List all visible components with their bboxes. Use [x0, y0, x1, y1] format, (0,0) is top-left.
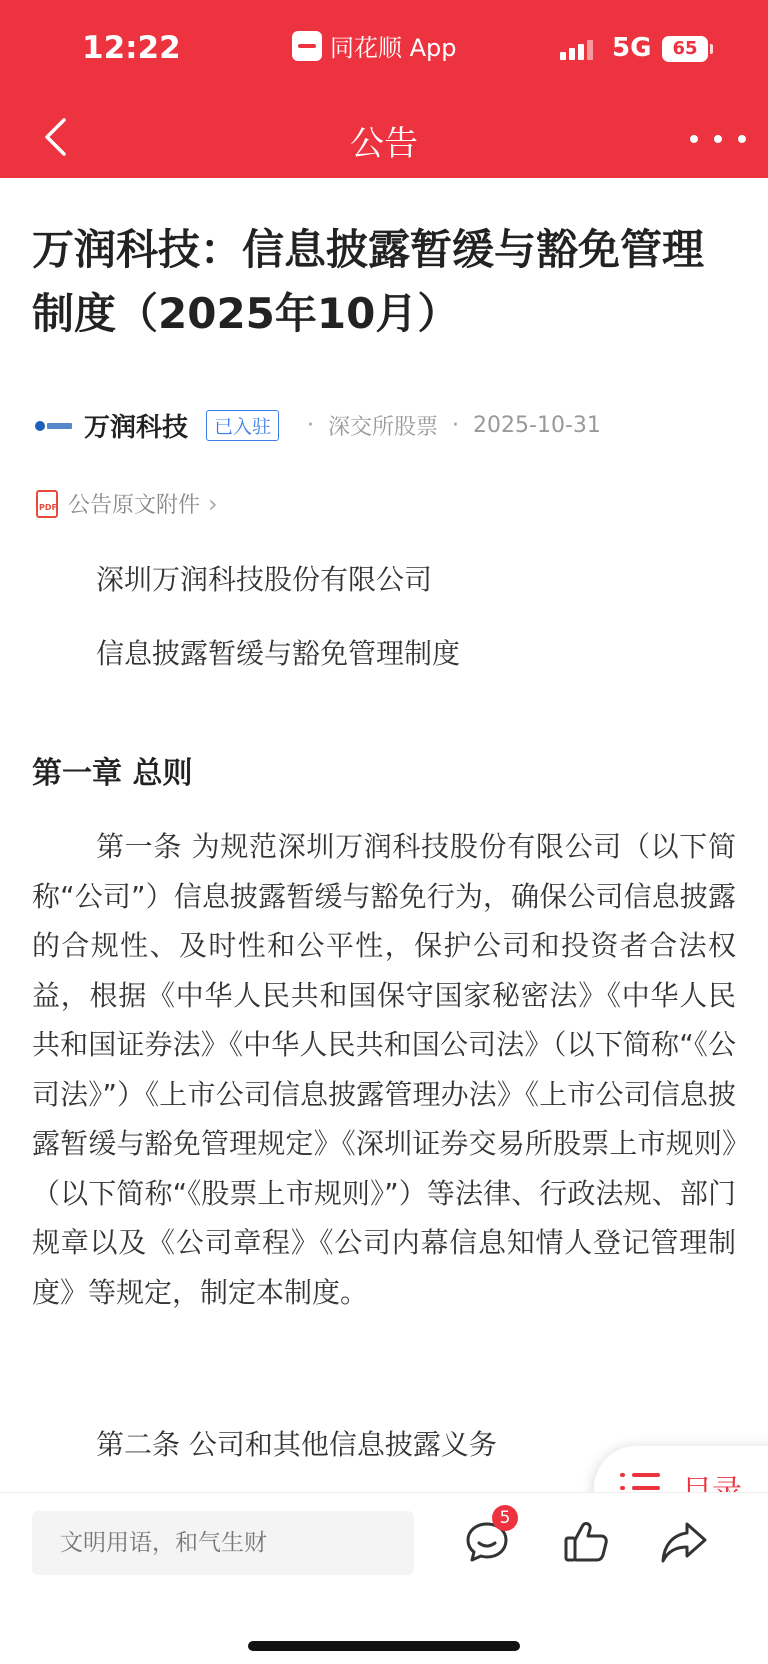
bottom-bar — [0, 1492, 768, 1664]
nav-bar — [0, 100, 768, 178]
separator-dot: · — [307, 413, 315, 438]
separator-dot: · — [452, 413, 460, 438]
return-to-app-indicator[interactable] — [292, 28, 457, 63]
attachment-label: 公告原文附件 — [68, 493, 201, 518]
signal-icon — [560, 40, 593, 60]
status-bar — [0, 0, 768, 100]
page-title: 公告 — [350, 124, 418, 164]
article-date: 2025-10-31 — [473, 413, 601, 438]
article-paragraph: 第一条 为规范深圳万润科技股份有限公司（以下简称“公司”）信息披露暂缓与豁免行为，确保公司信息披露的合规性、及时性和公平性，保护公司和投资者合法权益，根据《中华人民共和国保守国家秘密法》《中华人民共和国证券法》《中华人民共和国公司法》（以下简称“《公司法》”）《上市公司信息披露管理办法》《上市公司信息披露暂缓与豁免管理规定》《深圳证券交易所股票上市规则》（以下简称“《股票上市规则》”）等法律、行政法规、部门规章以及《公司章程》《公司内幕信息知情人登记管理制度》等规定，制定本制度。 — [32, 830, 736, 1309]
app-logo-icon — [292, 31, 322, 61]
thumbs-up-icon — [562, 1519, 610, 1565]
status-time: 12:22 — [82, 30, 181, 66]
comment-input[interactable]: 文明用语，和气生财 — [32, 1511, 414, 1575]
pdf-icon: PDF — [36, 490, 58, 518]
more-dots-icon — [690, 135, 698, 143]
document-title: 信息披露暂缓与豁免管理制度 — [96, 637, 461, 670]
company-line: 深圳万润科技股份有限公司 — [96, 563, 433, 596]
company-name[interactable]: 万润科技 — [84, 413, 189, 443]
more-button[interactable] — [690, 114, 746, 164]
comment-count-badge: 5 — [492, 1505, 518, 1531]
like-button[interactable] — [560, 1515, 616, 1571]
comment-button[interactable] — [462, 1508, 518, 1571]
company-logo-icon[interactable] — [34, 417, 74, 435]
verified-badge: 已入驻 — [206, 410, 279, 441]
article-paragraph: 第二条 公司和其他信息披露义务 — [96, 1428, 497, 1461]
attachment-link[interactable] — [36, 488, 218, 519]
article-title: 万润科技：信息披露暂缓与豁免管理制度（2025年10月） — [32, 225, 705, 338]
chapter-heading: 第一章 总则 — [32, 756, 193, 791]
chevron-right-icon: › — [208, 489, 218, 518]
article-source: 深交所股票 — [328, 415, 439, 440]
home-indicator — [248, 1641, 520, 1651]
network-type: 5G — [612, 33, 652, 63]
share-button[interactable] — [658, 1515, 714, 1571]
app-label: 同花顺 App — [330, 34, 457, 62]
article-meta — [34, 407, 601, 444]
share-icon — [660, 1519, 708, 1565]
battery-icon: 65 — [662, 36, 708, 62]
header — [0, 0, 768, 178]
